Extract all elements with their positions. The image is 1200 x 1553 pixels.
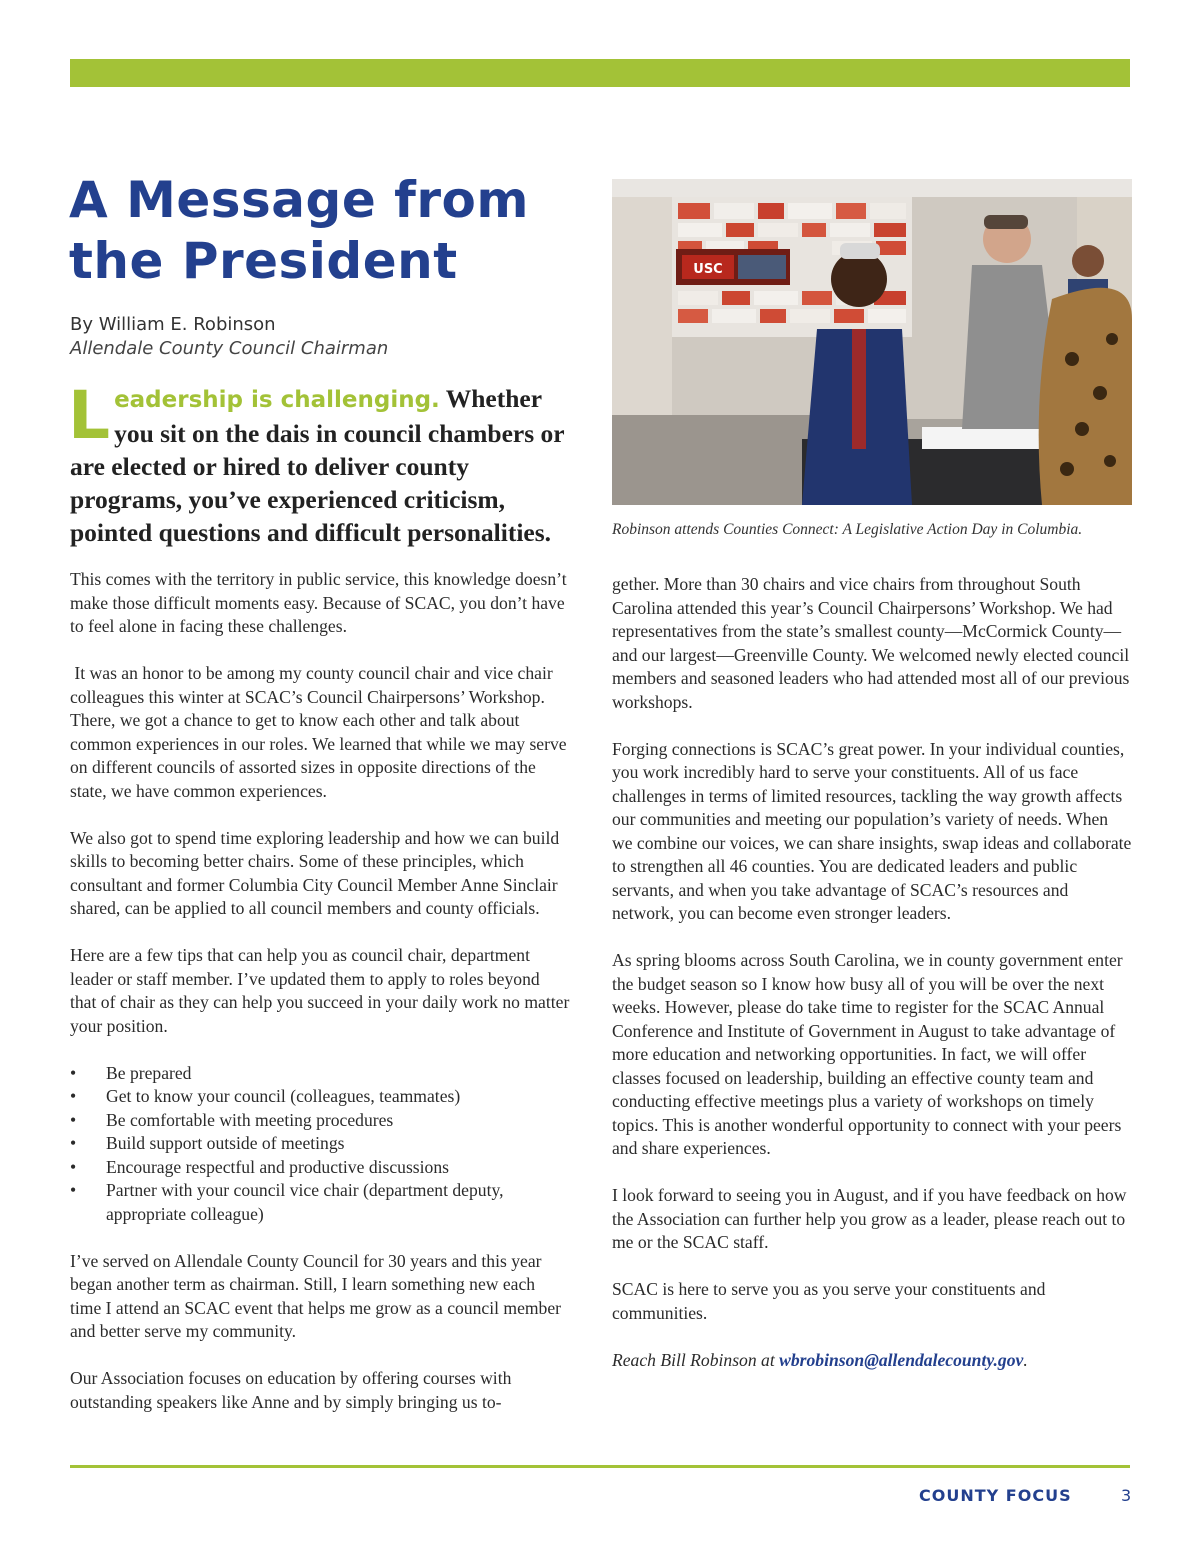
event-photo-illustration (612, 179, 1132, 505)
bullet-glyph: • (70, 1062, 77, 1083)
header-accent-bar (70, 59, 1130, 87)
list-item: • Partner with your council vice chair (department deputy, appropriate colleague) (70, 1180, 504, 1224)
list-item: • Be prepared (70, 1062, 570, 1086)
drop-cap: L (68, 377, 111, 454)
body-paragraph: I’ve served on Allendale County Council for 30 years and this year began another term as chairman. Still, I learn something new each time I attend an SCAC event that helps me grow as a council member and better serve my community. (70, 1250, 562, 1341)
list-item: • Get to know your council (colleagues, teammates) (70, 1085, 570, 1109)
list-item: • Encourage respectful and productive discussions (70, 1156, 570, 1180)
body-paragraph: I look forward to seeing you in August, and if you have feedback on how the Association can further help you grow as a leader, please reach out to me or the SCAC staff. (612, 1185, 1127, 1252)
contact-line: Reach Bill Robinson at wbrobinson@allendalecounty.gov. (612, 1349, 1028, 1370)
page-title: A Message from the President (69, 171, 530, 290)
event-photo (612, 179, 1132, 505)
author-email-link[interactable]: wbrobinson@allendalecounty.gov (779, 1349, 1024, 1370)
body-paragraph: Our Association focuses on education by offering courses with outstanding speakers like Anne and by simply bringing us to- (70, 1368, 512, 1412)
body-paragraph: We also got to spend time exploring leadership and how we can build skills to becoming better chairs. Some of these principles, which consultant and former Columbia City Council Member Anne Sinclair shared, can be applied to all council members and county officials. (70, 827, 560, 918)
list-item: • Be comfortable with meeting procedures (70, 1109, 570, 1133)
tips-list (70, 1062, 570, 1227)
author-role: Allendale County Council Chairman (70, 338, 389, 359)
bullet-glyph: • (70, 1156, 77, 1177)
right-column (612, 573, 1132, 1372)
bullet-glyph: • (70, 1133, 77, 1153)
bullet-glyph: • (70, 1109, 77, 1130)
photo-caption: Robinson attends Counties Connect: A Legislative Action Day in Columbia. (612, 521, 1083, 538)
body-paragraph: gether. More than 30 chairs and vice chairs from throughout South Carolina attended this year’s Council Chairpersons’ Workshop. We had representatives from the state’s smallest county—McCormick County—and our largest—Greenville County. We welcomed newly elected council members and seasoned leaders who had attended most all of our previous workshops. (612, 574, 1130, 712)
bullet-glyph: • (70, 1180, 77, 1200)
lead-paragraph (68, 377, 580, 549)
bullet-glyph: • (70, 1086, 77, 1106)
footer-rule (70, 1465, 1130, 1468)
body-paragraph: It was an honor to be among my county council chair and vice chair colleagues this winter at SCAC’s Council Chairpersons’ Workshop. There, we got a chance to get to know each other and talk about common experiences in our roles. We learned that while we may serve on different councils of assorted sizes in opposite directions of the state, we have common experiences. (70, 663, 571, 801)
left-column (70, 568, 570, 1414)
body-paragraph: This comes with the territory in public service, this knowledge doesn’t make those difficult moments easy. Because of SCAC, you don’t have to feel alone in facing these challenges. (70, 569, 567, 636)
body-paragraph: SCAC is here to serve you as you serve your constituents and communities. (612, 1279, 1046, 1323)
body-paragraph: As spring blooms across South Carolina, we in county government enter the budget season so I know how busy all of you will be over the next weeks. However, please do take time to register for the SCAC Annual Conference and Institute of Government in August to take advantage of more education and networking opportunities. In fact, we will offer classes focused on leadership, building an effective county team and conducting effective meetings plus a variety of workshops on timely topics. This is another wonderful opportunity to connect with your peers and share experiences. (612, 950, 1123, 1158)
author-byline: By William E. Robinson (70, 314, 276, 335)
list-item: • Build support outside of meetings (70, 1132, 570, 1156)
publication-name: COUNTY FOCUS (919, 1486, 1072, 1505)
body-paragraph: Here are a few tips that can help you as council chair, department leader or staff member. I’ve updated them to apply to roles beyond that of chair as they can help you succeed in your daily work no matter your position. (70, 945, 570, 1036)
screen-logo-text: USC (693, 262, 723, 277)
lead-accent-text: eadership is challenging. (114, 387, 440, 413)
lead-text: Whether you sit on the dais in council chambers or are elected or hired to deliver county programs, you’ve experienced criticism, pointed questions and difficult personalities. (70, 384, 565, 547)
body-paragraph: Forging connections is SCAC’s great power. In your individual counties, you work incredibly hard to serve your constituents. All of us face challenges in terms of limited resources, tackling the way growth affects our communities and meeting our population’s variety of needs. When we combine our voices, we can share insights, swap ideas and collaborate to strengthen all 46 counties. You are dedicated leaders and public servants, and when you take advantage of SCAC’s resources and network, you can become even stronger leaders. (612, 738, 1132, 923)
page-number: 3 (1121, 1486, 1132, 1505)
